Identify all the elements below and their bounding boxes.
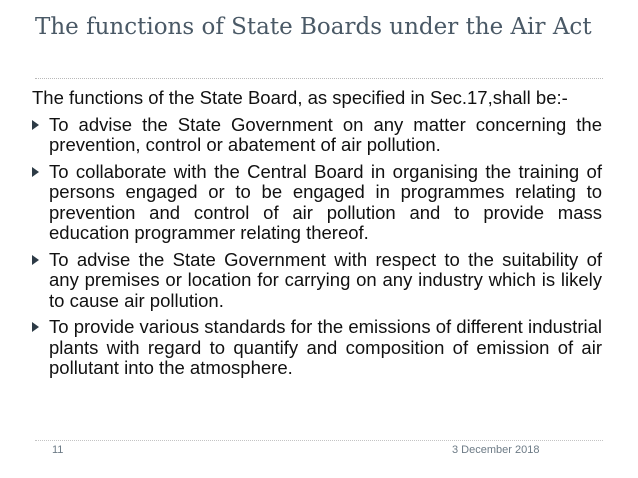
bullet-text: To advise the State Government on any matter concerning the prevention, control or abatement of air pollution. [49,113,602,155]
page-number: 11 [52,444,64,456]
triangle-bullet-icon [32,120,39,130]
bullet-list [32,115,602,379]
bullet-item [32,162,602,244]
bullet-text: To advise the State Government with respect to the suitability of any premises or location for carrying on any industry which is likely to cause air pollution. [49,248,602,311]
bullet-text: To collaborate with the Central Board in organising the training of persons engaged or to be engaged in programmes relating to prevention and control of air pollution and to provide mass education programmer relating thereof. [49,160,602,243]
intro-text: The functions of the State Board, as specified in Sec.17,shall be:- [32,87,568,108]
slide-body [32,88,602,385]
triangle-bullet-icon [32,322,39,332]
triangle-bullet-icon [32,255,39,265]
bullet-item [32,115,602,156]
title-divider [35,78,603,79]
footer-date: 3 December 2018 [452,444,540,456]
triangle-bullet-icon [32,167,39,177]
footer-divider [35,440,603,441]
bullet-item [32,317,602,379]
slide-title: The functions of State Boards under the Air Act [35,14,592,40]
bullet-item [32,250,602,312]
bullet-text: To provide various standards for the emissions of different industrial plants with regard to quantify and composition of emission of air pollutant into the atmosphere. [49,316,602,378]
